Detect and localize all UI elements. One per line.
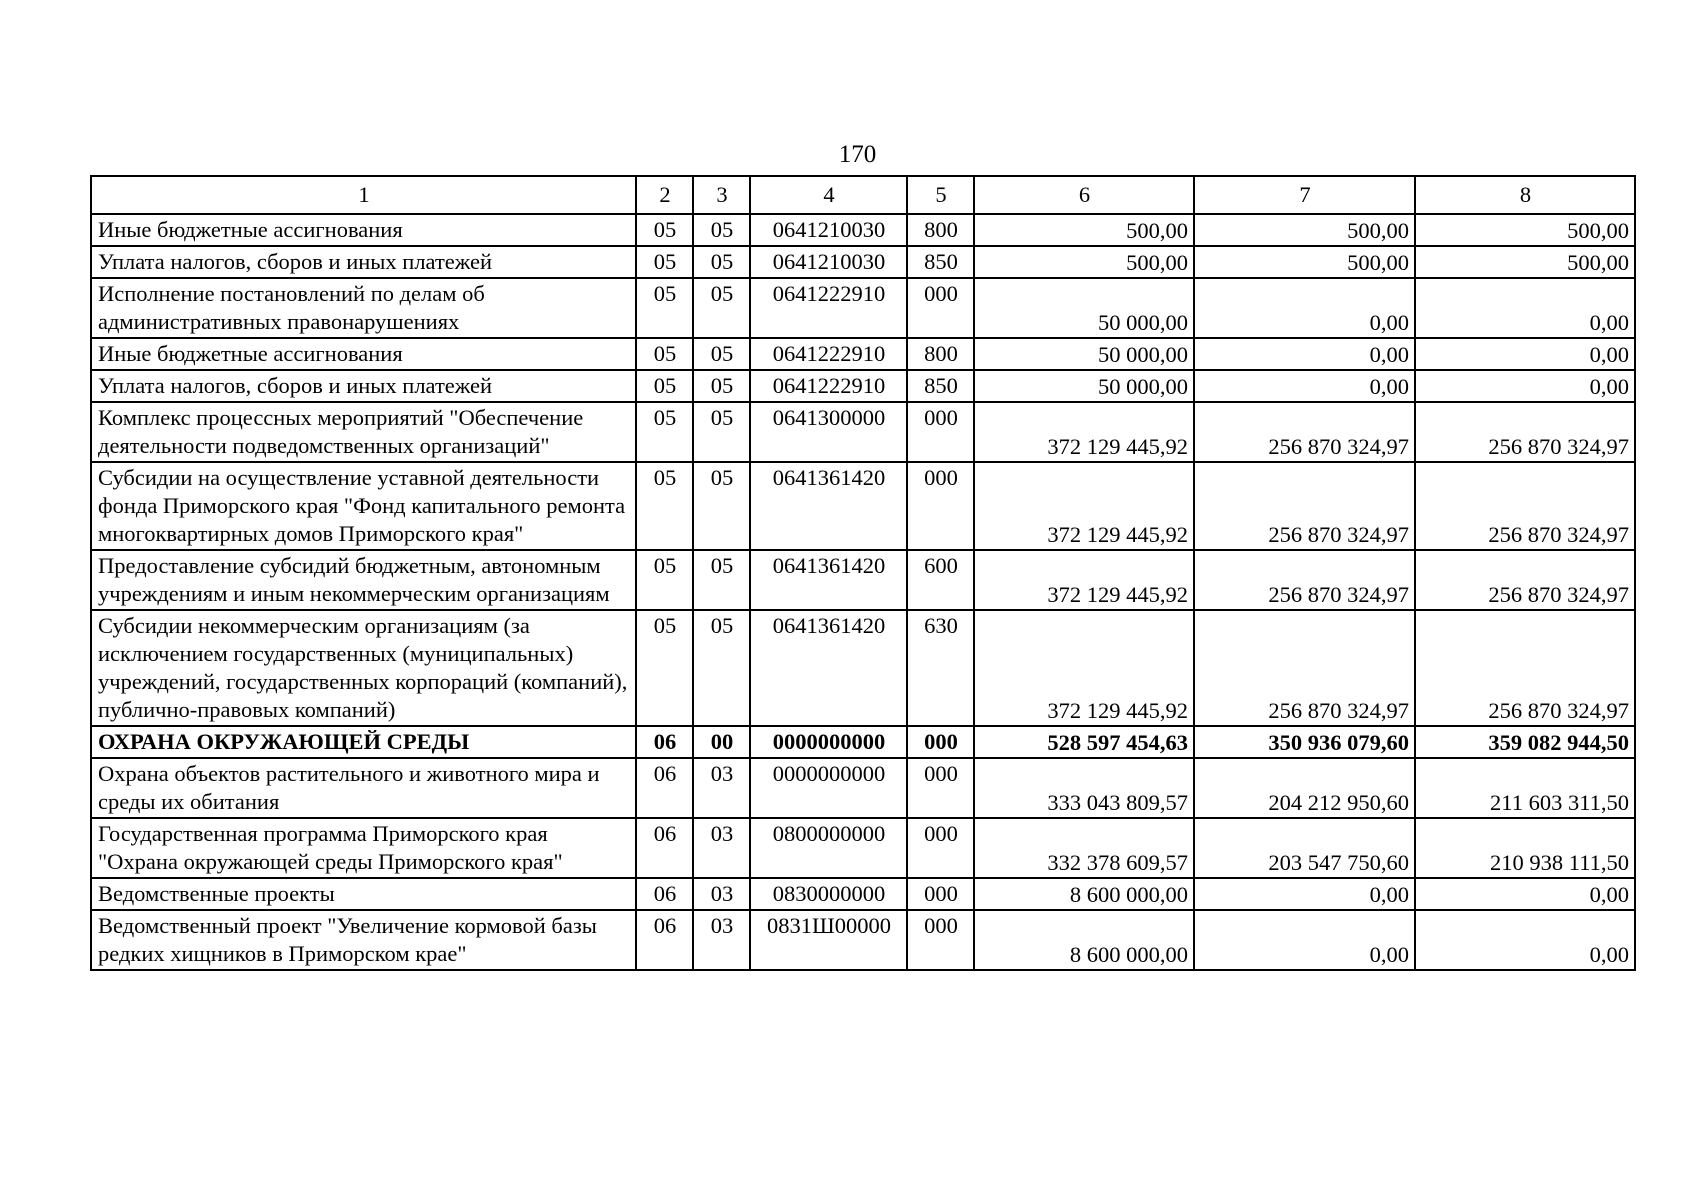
row-amount-8: 256 870 324,97	[1415, 402, 1635, 462]
row-expense-type: 800	[907, 214, 974, 246]
row-section: 05	[636, 370, 693, 402]
row-expense-type: 000	[907, 402, 974, 462]
row-amount-6: 528 597 454,63	[974, 726, 1194, 758]
row-amount-7: 0,00	[1194, 370, 1415, 402]
row-amount-7: 500,00	[1194, 246, 1415, 278]
row-amount-7: 0,00	[1194, 278, 1415, 338]
row-amount-7: 0,00	[1194, 910, 1415, 970]
row-amount-7: 204 212 950,60	[1194, 758, 1415, 818]
row-target-code: 0641361420	[750, 462, 907, 550]
row-expense-type: 000	[907, 878, 974, 910]
table-row	[91, 910, 1635, 970]
row-expense-type: 800	[907, 338, 974, 370]
row-expense-type: 630	[907, 610, 974, 726]
row-subsection: 05	[693, 402, 750, 462]
row-subsection: 03	[693, 818, 750, 878]
row-amount-7: 350 936 079,60	[1194, 726, 1415, 758]
header-row	[91, 176, 1635, 214]
row-amount-8: 359 082 944,50	[1415, 726, 1635, 758]
row-amount-6: 50 000,00	[974, 338, 1194, 370]
row-amount-7: 0,00	[1194, 338, 1415, 370]
table-row	[91, 278, 1635, 338]
row-target-code: 0000000000	[750, 726, 907, 758]
row-target-code: 0800000000	[750, 818, 907, 878]
row-section: 05	[636, 610, 693, 726]
row-amount-8: 256 870 324,97	[1415, 610, 1635, 726]
row-section: 06	[636, 910, 693, 970]
row-amount-6: 8 600 000,00	[974, 910, 1194, 970]
row-amount-8: 256 870 324,97	[1415, 462, 1635, 550]
header-cell: 2	[636, 176, 693, 214]
row-amount-8: 500,00	[1415, 246, 1635, 278]
row-name: Государственная программа Приморского края "Охрана окружающей среды Приморского края"	[91, 818, 636, 878]
row-target-code: 0641210030	[750, 214, 907, 246]
row-subsection: 05	[693, 462, 750, 550]
header-cell: 7	[1194, 176, 1415, 214]
table-row	[91, 338, 1635, 370]
row-amount-8: 0,00	[1415, 910, 1635, 970]
row-expense-type: 000	[907, 758, 974, 818]
row-amount-7: 256 870 324,97	[1194, 462, 1415, 550]
row-target-code: 0641361420	[750, 610, 907, 726]
header-cell: 6	[974, 176, 1194, 214]
row-amount-7: 256 870 324,97	[1194, 550, 1415, 610]
row-name: Иные бюджетные ассигнования	[91, 338, 636, 370]
row-target-code: 0641222910	[750, 278, 907, 338]
row-name: Уплата налогов, сборов и иных платежей	[91, 246, 636, 278]
row-amount-6: 372 129 445,92	[974, 462, 1194, 550]
row-amount-6: 372 129 445,92	[974, 610, 1194, 726]
row-section: 06	[636, 878, 693, 910]
row-target-code: 0831Ш00000	[750, 910, 907, 970]
budget-table	[90, 175, 1636, 971]
row-target-code: 0641222910	[750, 338, 907, 370]
row-name: Уплата налогов, сборов и иных платежей	[91, 370, 636, 402]
row-name: Иные бюджетные ассигнования	[91, 214, 636, 246]
row-target-code: 0000000000	[750, 758, 907, 818]
row-expense-type: 000	[907, 910, 974, 970]
row-amount-7: 500,00	[1194, 214, 1415, 246]
row-section: 06	[636, 818, 693, 878]
row-target-code: 0830000000	[750, 878, 907, 910]
row-section: 05	[636, 338, 693, 370]
table-row	[91, 462, 1635, 550]
row-amount-8: 500,00	[1415, 214, 1635, 246]
row-amount-7: 256 870 324,97	[1194, 610, 1415, 726]
row-name: Охрана объектов растительного и животного мира и среды их обитания	[91, 758, 636, 818]
row-amount-8: 0,00	[1415, 878, 1635, 910]
row-subsection: 03	[693, 910, 750, 970]
row-subsection: 05	[693, 246, 750, 278]
row-subsection: 05	[693, 338, 750, 370]
row-target-code: 0641210030	[750, 246, 907, 278]
row-name: ОХРАНА ОКРУЖАЮЩЕЙ СРЕДЫ	[91, 726, 636, 758]
row-amount-6: 372 129 445,92	[974, 550, 1194, 610]
row-name: Субсидии на осуществление уставной деятельности фонда Приморского края "Фонд капитального ремонта многоквартирных домов Приморского края"	[91, 462, 636, 550]
row-section: 05	[636, 214, 693, 246]
row-section: 05	[636, 550, 693, 610]
row-target-code: 0641222910	[750, 370, 907, 402]
table-row	[91, 550, 1635, 610]
row-amount-6: 500,00	[974, 214, 1194, 246]
row-name: Комплекс процессных мероприятий "Обеспечение деятельности подведомственных организаций"	[91, 402, 636, 462]
row-name: Предоставление субсидий бюджетным, автономным учреждениям и иным некоммерческим организациям	[91, 550, 636, 610]
row-subsection: 05	[693, 550, 750, 610]
table-row	[91, 402, 1635, 462]
row-amount-8: 211 603 311,50	[1415, 758, 1635, 818]
header-cell: 5	[907, 176, 974, 214]
row-amount-6: 333 043 809,57	[974, 758, 1194, 818]
row-amount-7: 0,00	[1194, 878, 1415, 910]
row-subsection: 05	[693, 278, 750, 338]
row-name: Исполнение постановлений по делам об административных правонарушениях	[91, 278, 636, 338]
row-amount-6: 372 129 445,92	[974, 402, 1194, 462]
row-subsection: 05	[693, 370, 750, 402]
row-name: Ведомственные проекты	[91, 878, 636, 910]
table-row	[91, 370, 1635, 402]
table-row	[91, 610, 1635, 726]
header-cell: 8	[1415, 176, 1635, 214]
row-amount-8: 0,00	[1415, 278, 1635, 338]
table-row	[91, 818, 1635, 878]
table-row	[91, 214, 1635, 246]
table-row	[91, 758, 1635, 818]
section-total-row	[91, 726, 1635, 758]
header-cell: 3	[693, 176, 750, 214]
row-expense-type: 000	[907, 818, 974, 878]
row-amount-8: 210 938 111,50	[1415, 818, 1635, 878]
header-cell: 4	[750, 176, 907, 214]
row-section: 05	[636, 278, 693, 338]
row-expense-type: 000	[907, 278, 974, 338]
row-amount-6: 332 378 609,57	[974, 818, 1194, 878]
row-subsection: 05	[693, 214, 750, 246]
row-expense-type: 000	[907, 462, 974, 550]
row-expense-type: 600	[907, 550, 974, 610]
row-amount-7: 256 870 324,97	[1194, 402, 1415, 462]
row-amount-8: 0,00	[1415, 370, 1635, 402]
row-name: Ведомственный проект "Увеличение кормовой базы редких хищников в Приморском крае"	[91, 910, 636, 970]
row-subsection: 03	[693, 758, 750, 818]
row-section: 05	[636, 402, 693, 462]
row-subsection: 00	[693, 726, 750, 758]
page-number: 170	[838, 141, 877, 168]
row-target-code: 0641361420	[750, 550, 907, 610]
row-target-code: 0641300000	[750, 402, 907, 462]
row-expense-type: 850	[907, 246, 974, 278]
row-name: Субсидии некоммерческим организациям (за исключением государственных (муниципальных) учреждений, государственных корпораций (компаний), публично-правовых компаний)	[91, 610, 636, 726]
row-amount-6: 50 000,00	[974, 278, 1194, 338]
row-amount-6: 8 600 000,00	[974, 878, 1194, 910]
row-amount-8: 256 870 324,97	[1415, 550, 1635, 610]
row-section: 05	[636, 246, 693, 278]
row-expense-type: 850	[907, 370, 974, 402]
row-expense-type: 000	[907, 726, 974, 758]
row-section: 05	[636, 462, 693, 550]
row-subsection: 03	[693, 878, 750, 910]
row-section: 06	[636, 758, 693, 818]
row-amount-8: 0,00	[1415, 338, 1635, 370]
row-subsection: 05	[693, 610, 750, 726]
table-row	[91, 246, 1635, 278]
header-cell: 1	[91, 176, 636, 214]
row-amount-7: 203 547 750,60	[1194, 818, 1415, 878]
row-amount-6: 500,00	[974, 246, 1194, 278]
row-section: 06	[636, 726, 693, 758]
table-row	[91, 878, 1635, 910]
row-amount-6: 50 000,00	[974, 370, 1194, 402]
